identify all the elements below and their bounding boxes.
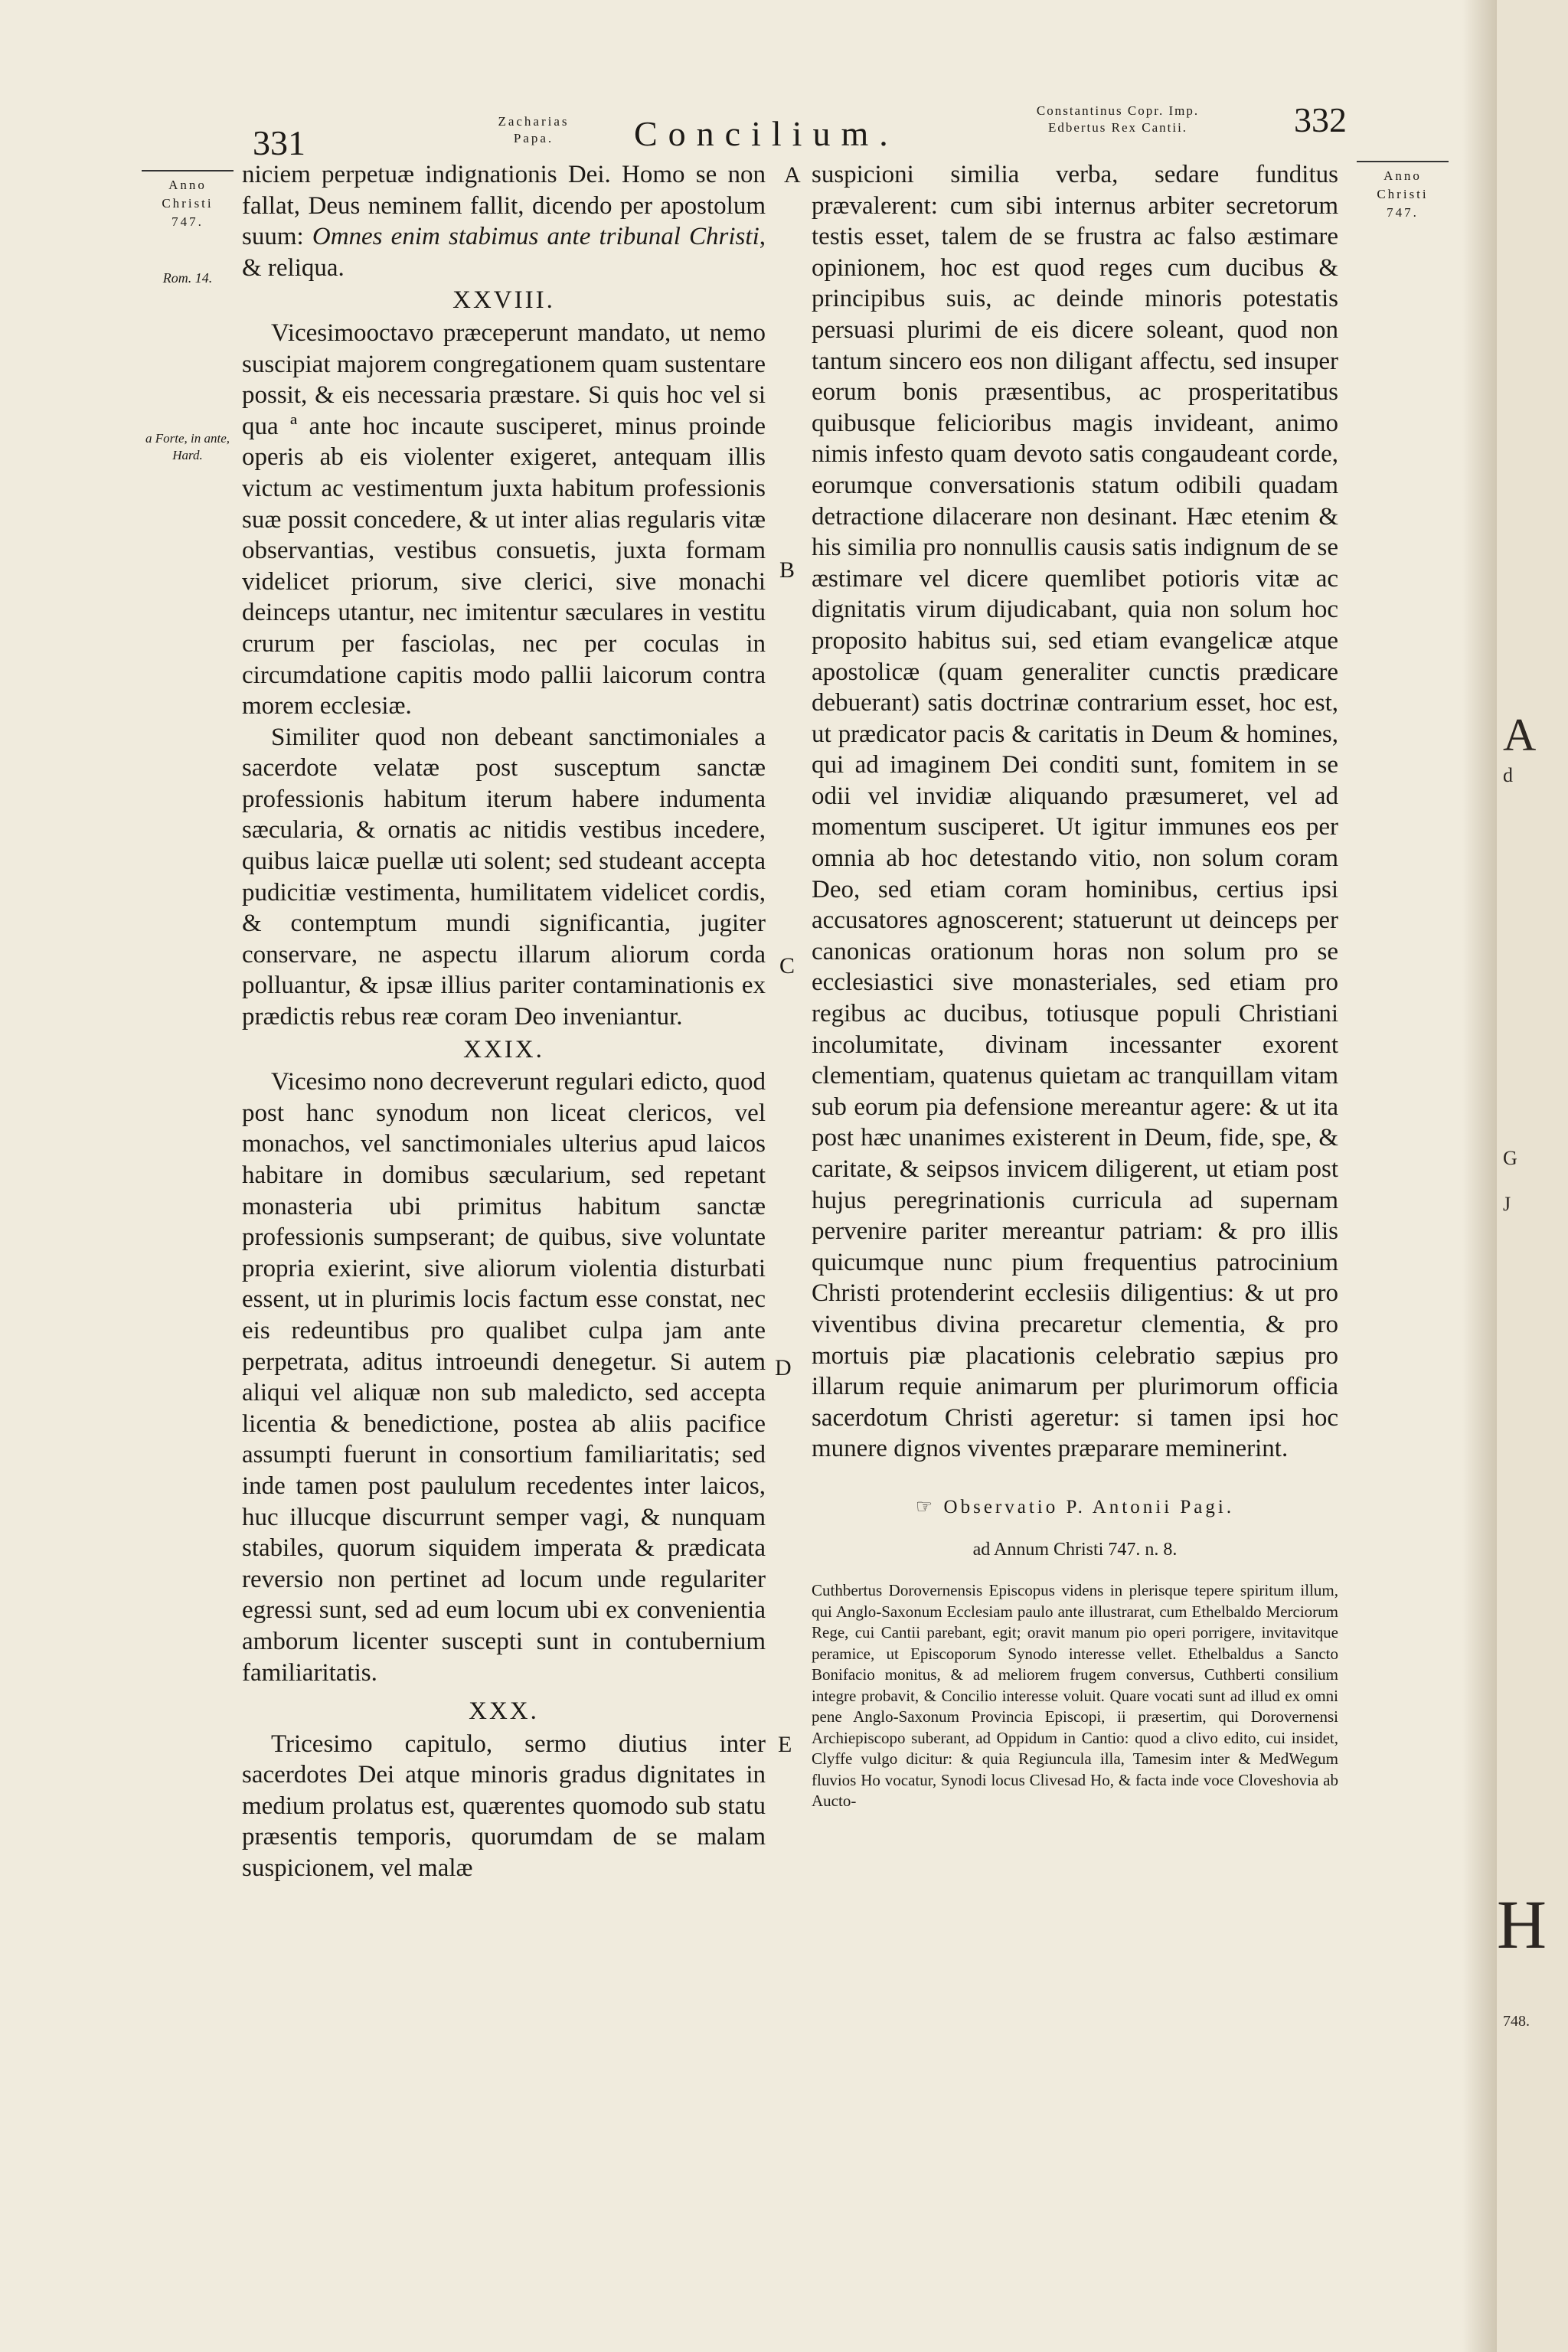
canon-heading-28: XXVIII. bbox=[452, 286, 555, 315]
scripture-quote: Omnes enim stabimus ante tribunal Christi bbox=[312, 223, 760, 251]
observation-body: Cuthbertus Dorovernensis Episcopus videns in plerisque tepere spiritum illum, qui Anglo-Saxonum Ecclesiam paulo ante illustrarat, cum Ethelbaldo Merciorum Rege, cui Cantii parebant, egit; oravit manum pio operi porrigere, invitavitque peramice, ut Episcoporum Synodo interesse vellet. Ethelbaldus a Sancto Bonifacio monitus, & ad meliorem frugem conversus, Cuthberti consilium integre probavit, & Concilio interesse voluit. Quare vocati sunt ad illud ex omni pene Anglo-Saxonum Provincia Episcopi, ii præsertim, qui Dorovernensi Archiepiscopo suberant, ad Oppidum in Cantio: quod a clivo edito, cui insidet, Clyffe vulgo dicitur: & quia Regiuncula illa, Tamesim inter & MedWegum fluvios Ho vocatur, Synodi locus Clivesad Ho, & facta inde voce Cloveshovia ab Aucto- bbox=[812, 1581, 1338, 1811]
header-king: Edbertus Rex Cantii. bbox=[1047, 120, 1188, 135]
next-page-fragment: H bbox=[1497, 1887, 1547, 1963]
next-page-fragment: A bbox=[1503, 710, 1537, 760]
left-text-column bbox=[242, 159, 766, 1884]
next-page-fragment: d bbox=[1503, 764, 1513, 786]
next-page-edge bbox=[1497, 0, 1568, 2352]
scripture-reference: Rom. 14. bbox=[162, 270, 213, 286]
right-text-column bbox=[812, 159, 1338, 1812]
section-letter-d: D bbox=[775, 1355, 792, 1380]
page-number-left: 331 bbox=[253, 123, 305, 162]
next-page-fragment: G bbox=[1503, 1147, 1517, 1169]
section-letter-c: C bbox=[779, 953, 795, 978]
next-page-fragment: 748. bbox=[1503, 2013, 1530, 2030]
canon-28-text: Vicesimooctavo præceperunt mandato, ut nemo suscipiat majorem congregationem quam sustentare possit, & eis necessaria præstare. Si quis hoc vel si qua ª ante hoc incaute susciperet, minus proinde operis ab eis violenter exigeret, antequam illis victum ac vestimentum juxta habitum professionis suæ possit concedere, & ut inter alias regularis vitæ observantias, vestibus consuetis, juxta formam videlicet priorum, sive clerici, sive monachi deinceps utantur, nec imitentur sæculares in vestitu crurum per fasciolas, nec per coculas in circumdatione capitis modo pallii laicorum contra morem ecclesiæ. bbox=[242, 318, 766, 720]
year-label: 747. bbox=[172, 214, 204, 229]
page-number-right: 332 bbox=[1294, 100, 1347, 139]
header-title: Concilium. bbox=[634, 114, 899, 153]
christi-label: Christi bbox=[1377, 187, 1429, 201]
next-page-fragment: J bbox=[1503, 1193, 1511, 1215]
observation-subtitle: ad Annum Christi 747. n. 8. bbox=[972, 1539, 1178, 1560]
section-letter-b: B bbox=[779, 557, 795, 583]
year-marker-left bbox=[142, 170, 234, 231]
canon-heading-30: XXX. bbox=[469, 1697, 539, 1726]
canon-28-continued: Similiter quod non debeant sanctimoniales a sacerdote velatæ post susceptum sanctæ professionis habitum iterum habere indumenta sæcularia, & ornatis ac nitidis vestibus incedere, quibus laicæ puellæ uti solent; sed studeant accepta pudicitiæ vestimenta, humilitatem videlicet cordis, & contemptum mundi significantia, jugiter conservare, ne aspectu illarum aliorum corda polluantur, & ipsæ illius pariter contaminationis ex prædictis rebus reæ coram Deo inveniantur. bbox=[242, 723, 766, 1031]
year-label: 747. bbox=[1387, 205, 1419, 220]
header-pope bbox=[469, 113, 599, 147]
anno-label: Anno bbox=[1383, 168, 1422, 183]
header-pope-title: Papa. bbox=[513, 131, 554, 145]
anno-label: Anno bbox=[168, 178, 207, 192]
observation-title: ☞ Observatio P. Antonii Pagi. bbox=[915, 1496, 1235, 1517]
section-letter-a: A bbox=[784, 162, 801, 188]
canon-30-text: Tricesimo capitulo, sermo diutius inter sacerdotes Dei atque minoris gradus dignitates in medium prolatus est, quærentes quomodo sub statu præsentis temporis, quorumdam de se malam suspicionem, vel malæ bbox=[242, 1730, 766, 1883]
paragraph-continuation: niciem perpetuæ indignationis Dei. Homo se non fallat, Deus neminem fallit, dicendo per apostolum suum: Omnes enim stabimus ante tribunal Christi, & reliqua. bbox=[242, 161, 766, 282]
page-gutter bbox=[1462, 0, 1497, 2352]
canon-30-continued: suspicioni similia verba, sedare funditus prævalerent: cum sibi internus arbiter secretorum testis esset, talem de se frustra ac falso æstimare opinionem, hoc est quod reges cum ducibus & principibus suis, ac deinde minoris potestatis persuasi plurimi de eis dicere soleant, quod non tantum sincero eos non diligant affectu, sed insuper eorum bonis præsentibus, ac prosperitatibus quibusque felicioribus magis invideant, animo nimis infesto quam devoto satis congaudeant corde, eorumque conversationis statum odibili quadam detractione dilacerare non desinant. Hæc etenim & his similia pro nonnullis causis satis indignum de se æstimare vel dicere quemlibet potioris vitæ ac dignitatis virum dijudicabant, quia non solum hoc proposito habitus sui, sed etiam evangelicæ atque apostolicæ (quam generaliter cunctis prædicare debuerant) satis doctrinæ contrarium esset, hoc est, ut prædicator pacis & caritatis in Deum & homines, qui ad imaginem Dei conditi sunt, fomitem in se odii vel invidiæ aliquando præsumeret, vel ad momentum susciperet. Ut igitur immunes eos per omnia ab hoc detestando vitio, non solum coram Deo, sed etiam coram hominibus, certius ipsi accusatores agnoscerent; statuerunt ut deinceps per canonicas orationum horas non solum pro se ecclesiastici sive monasteriales, sed etiam pro regibus ac ducibus, totiusque populi Christiani incolumitate, divinam incessanter exorent clementiam, quatenus quietam ac tranquillam vitam sub eorum pia defensione mereantur agere: & ut ita post hæc unanimes existerent in Deum, fide, spe, & caritate, & seipsos invicem diligerent, ut etiam post hujus peregrinationis curricula ad supernam pervenire pariter mereantur patriam: & pro illis quicumque nunc pium frequentius patrocinium Christi protenderint ecclesiis diligentius: & ut pro viventibus divina precaretur clementia, & pro mortuis piæ placationis celebratio sæpius pro illarum requie animarum per plurimorum officia sacerdotum Christi ageretur: si tamen ipsi hoc munere dignos viventes præparare meminerint. bbox=[812, 161, 1338, 1463]
header-emperor: Constantinus Copr. Imp. bbox=[1036, 103, 1200, 118]
header-rulers bbox=[965, 103, 1271, 136]
section-letter-e: E bbox=[778, 1732, 792, 1757]
year-marker-right bbox=[1357, 161, 1449, 222]
canon-29-text: Vicesimo nono decreverunt regulari edicto, quod post hanc synodum non liceat clericos, vel monachos, vel sanctimoniales ulterius apud laicos habitare in domibus sæcularium, sed repetant monasteria ubi primitus habitum sanctæ professionis sumpserant; de quibus, sive voluntate propria exierint, sive aliorum violentia disturbati essent, ut in plurimis locis factum esse constat, nec eis redeuntibus pro qualibet culpa jam ante perpetrata, aditus introeundi denegetur. Si autem aliqui vel aliquæ non sub maledicto, sed accepta licentia & benedictione, postea ab aliis pacifice assumpti fuerunt in consortium familiaritatis; sed inde tamen post paululum recedentes inter laicos, huc illucque discurrunt semper vagi, & nunquam stabiles, quorum siquidem imperata & prædicata reversio non pertinet ad locum unde regulariter egressi sunt, sed ad eum locum ubi ex convenientia amborum licenter suscepti sunt in contubernium familiaritatis. bbox=[242, 1068, 766, 1687]
footnote-a: a Forte, in ante, Hard. bbox=[145, 431, 230, 462]
header-pope-name: Zacharias bbox=[498, 114, 570, 129]
christi-label: Christi bbox=[162, 196, 214, 211]
canon-heading-29: XXIX. bbox=[463, 1035, 544, 1063]
